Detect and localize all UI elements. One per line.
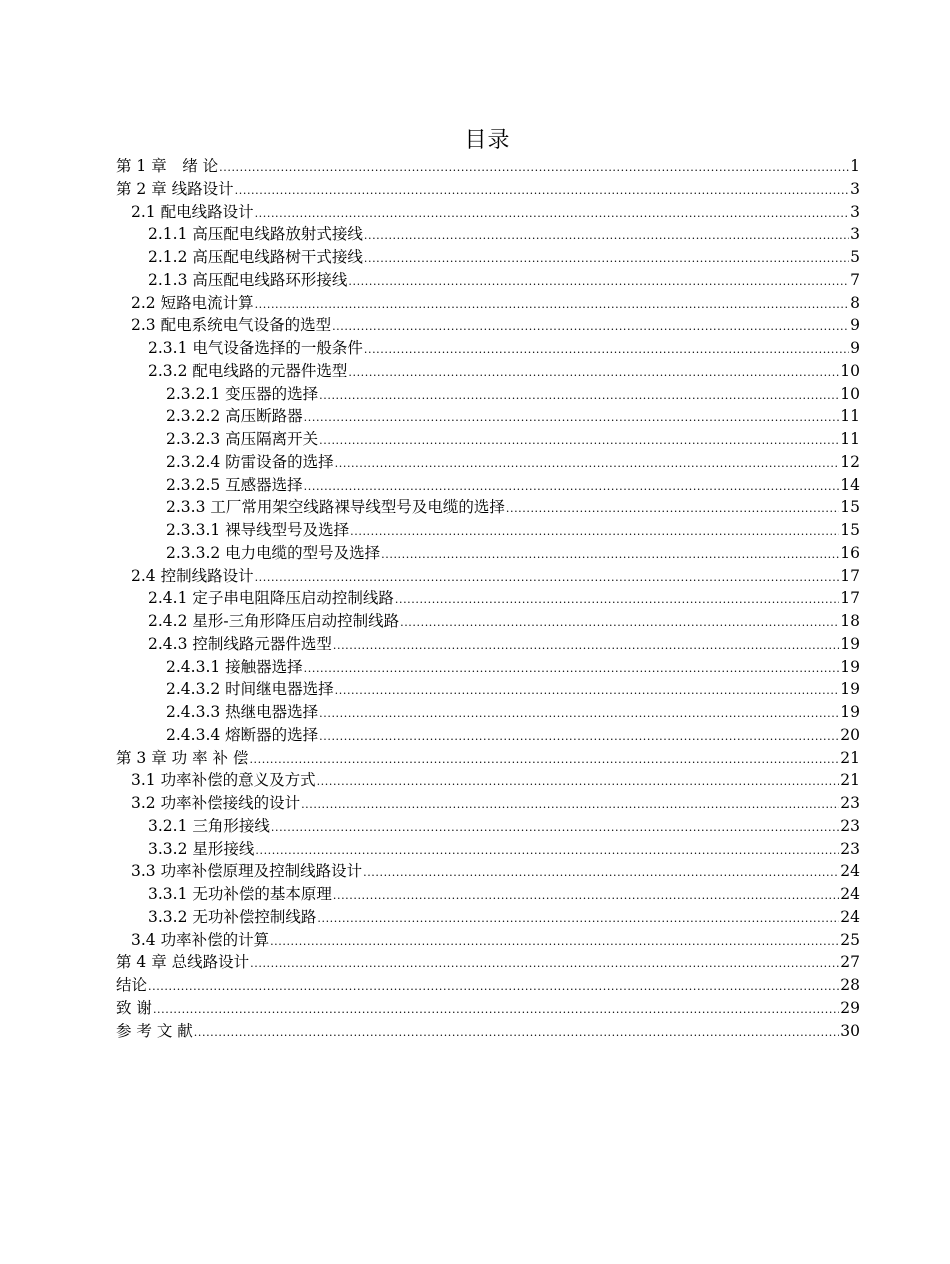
toc-entry-title: 2.3.1 电气设备选择的一般条件 [148, 339, 363, 357]
dot-leader [335, 680, 840, 703]
toc-entry-page-number: 24 [840, 907, 860, 926]
dot-leader [304, 658, 840, 681]
toc-entry[interactable] [116, 542, 860, 565]
toc-entry[interactable] [116, 178, 860, 201]
toc-entry-title: 2.4.3 控制线路元器件选型 [148, 634, 332, 653]
toc-entry-page-number: 19 [840, 657, 860, 676]
toc-entry-title: 3.2 功率补偿接线的设计 [131, 794, 301, 812]
toc-entry-page-number: 19 [840, 680, 860, 699]
toc-entry-title: 3.2.1 三角形接线 [148, 816, 270, 835]
toc-entry-page-number: 5 [850, 248, 860, 266]
dot-leader [255, 840, 839, 863]
toc-entry-page-number: 23 [840, 816, 860, 835]
toc-entry-page-number: 3 [850, 202, 860, 221]
dot-leader [271, 817, 839, 840]
toc-entry-page-number: 21 [840, 771, 860, 790]
dot-leader [270, 931, 839, 954]
toc-entry[interactable] [116, 906, 860, 929]
toc-entry-title: 2.1.3 高压配电线路环形接线 [148, 270, 348, 289]
toc-entry-page-number: 27 [840, 953, 860, 972]
toc-entry-title: 2.4.3.3 热继电器选择 [166, 703, 319, 721]
toc-entry-title: 2.3.2 配电线路的元器件选型 [148, 361, 348, 380]
dot-leader [249, 749, 839, 772]
toc-entry[interactable] [116, 997, 860, 1020]
toc-entry-page-number: 21 [840, 748, 860, 767]
toc-entry[interactable] [116, 587, 860, 610]
toc-entry-title: 结论 [116, 976, 148, 994]
toc-entry[interactable] [116, 838, 860, 861]
toc-entry-title: 3.3.2 无功补偿控制线路 [148, 907, 317, 926]
toc-entry[interactable] [116, 428, 860, 451]
toc-entry-page-number: 3 [850, 179, 860, 198]
toc-entry-title: 2.4.3.2 时间继电器选择 [166, 680, 334, 699]
toc-entry[interactable] [116, 246, 860, 269]
toc-entry[interactable] [116, 792, 860, 815]
dot-leader [219, 157, 849, 180]
toc-entry[interactable] [116, 405, 860, 428]
toc-entry-page-number: 15 [840, 498, 860, 517]
dot-leader [255, 294, 850, 317]
toc-entry[interactable] [116, 496, 860, 519]
toc-entry-title: 2.4 控制线路设计 [131, 566, 254, 585]
toc-entry[interactable] [116, 292, 860, 315]
toc-entry-page-number: 10 [840, 361, 860, 380]
toc-entry[interactable] [116, 951, 860, 974]
toc-entry-page-number: 8 [850, 293, 860, 312]
toc-entry-page-number: 17 [840, 566, 860, 585]
toc-entry-title: 3.1 功率补偿的意义及方式 [131, 771, 316, 790]
toc-entry-title: 2.4.2 星形-三角形降压启动控制线路 [148, 612, 400, 630]
toc-entry-title: 2.3.2.4 防雷设备的选择 [166, 452, 334, 471]
toc-entry[interactable] [116, 860, 860, 883]
dot-leader [363, 862, 839, 885]
dot-leader [194, 1022, 839, 1045]
dot-leader [319, 385, 839, 408]
toc-entry-page-number: 17 [840, 589, 860, 608]
toc-entry-title: 3.4 功率补偿的计算 [131, 930, 270, 949]
toc-entry-title: 2.1.2 高压配电线路树干式接线 [148, 248, 363, 266]
toc-entry-page-number: 18 [840, 612, 860, 630]
dot-leader [255, 203, 850, 226]
dot-leader [317, 771, 840, 794]
toc-entry-title: 3.3.1 无功补偿的基本原理 [148, 885, 332, 903]
dot-leader [364, 248, 849, 271]
dot-leader [333, 885, 839, 908]
toc-entry-title: 第 3 章 功 率 补 偿 [116, 748, 249, 767]
toc-entry[interactable] [116, 929, 860, 952]
toc-entry[interactable] [116, 201, 860, 224]
dot-leader [153, 999, 839, 1022]
toc-entry-page-number: 24 [840, 862, 860, 881]
toc-title: 目录 [464, 128, 511, 153]
toc-entry-title: 2.3.3.1 裸导线型号及选择 [166, 521, 350, 539]
toc-entry-title: 第 2 章 线路设计 [116, 179, 234, 198]
toc-entry-page-number: 23 [840, 794, 860, 812]
toc-entry-title: 2.3.2.1 变压器的选择 [166, 384, 319, 403]
toc-entry-title: 2.3.2.5 互感器选择 [166, 475, 303, 494]
toc-entry-page-number: 11 [840, 430, 860, 448]
toc-entry[interactable] [116, 701, 860, 724]
toc-entry[interactable] [116, 656, 860, 679]
toc-entry[interactable] [116, 883, 860, 906]
toc-entry-page-number: 28 [840, 976, 860, 994]
toc-entry-title: 致 谢 [116, 998, 152, 1017]
toc-entry-page-number: 25 [840, 930, 860, 949]
dot-leader [335, 453, 840, 476]
toc-entry-title: 2.4.3.4 熔断器的选择 [166, 725, 319, 744]
toc-entry-page-number: 29 [840, 998, 860, 1017]
toc-entry[interactable] [116, 747, 860, 770]
toc-entry-page-number: 9 [850, 316, 860, 335]
toc-entry[interactable] [116, 451, 860, 474]
toc-entry-title: 参 考 文 献 [116, 1021, 193, 1040]
toc-entry-title: 2.2 短路电流计算 [131, 293, 254, 312]
toc-entry-title: 第 4 章 总线路设计 [116, 953, 250, 972]
dot-leader [250, 953, 839, 976]
toc-entry-page-number: 12 [840, 452, 860, 471]
toc-entry-title: 2.4.1 定子串电阻降压启动控制线路 [148, 589, 394, 608]
toc-entry-title: 3.3 功率补偿原理及控制线路设计 [131, 862, 363, 881]
toc-entry-page-number: 16 [840, 543, 860, 562]
toc-entry[interactable] [116, 769, 860, 792]
toc-entry-title: 2.1.1 高压配电线路放射式接线 [148, 225, 363, 244]
toc-entry[interactable] [116, 974, 860, 997]
toc-entry[interactable] [116, 474, 860, 497]
toc-entry-title: 2.3 配电系统电气设备的选型 [131, 316, 332, 335]
toc-entry[interactable] [116, 724, 860, 747]
toc-entry-page-number: 30 [840, 1021, 860, 1040]
dot-leader [364, 225, 849, 248]
toc-entry-title: 2.1 配电线路设计 [131, 202, 254, 221]
dot-leader [317, 908, 839, 931]
toc-entry-title: 第 1 章 绪 论 [116, 157, 219, 175]
toc-entry[interactable] [116, 314, 860, 337]
toc-entry-page-number: 9 [850, 339, 860, 357]
toc-entry-page-number: 1 [850, 157, 860, 175]
dot-leader [332, 316, 849, 339]
dot-leader [304, 476, 840, 499]
dot-leader [506, 498, 839, 521]
toc-entry[interactable] [116, 1020, 860, 1043]
toc-entry-page-number: 19 [840, 634, 860, 653]
toc-entry[interactable] [116, 360, 860, 383]
dot-leader [235, 180, 849, 203]
toc-entry-title: 3.3.2 星形接线 [148, 839, 255, 858]
toc-entry[interactable] [116, 269, 860, 292]
toc-entry-title: 2.3.3.2 电力电缆的型号及选择 [166, 543, 381, 562]
dot-leader [381, 544, 839, 567]
dot-leader [301, 794, 839, 817]
dot-leader [348, 271, 849, 294]
dot-leader [319, 430, 839, 453]
toc-entry[interactable] [116, 610, 860, 633]
dot-leader [319, 703, 839, 726]
toc-entry-title: 2.3.2.3 高压隔离开关 [166, 430, 319, 448]
dot-leader [319, 726, 839, 749]
toc-entry-page-number: 7 [850, 270, 860, 289]
toc-entry[interactable] [116, 519, 860, 542]
toc-entry-title: 2.4.3.1 接触器选择 [166, 657, 303, 676]
dot-leader [255, 567, 840, 590]
toc-entry-page-number: 23 [840, 839, 860, 858]
dot-leader [148, 976, 839, 999]
dot-leader [400, 612, 839, 635]
toc-entry[interactable] [116, 815, 860, 838]
toc-entry-page-number: 24 [840, 885, 860, 903]
table-of-contents [116, 155, 860, 1042]
toc-entry-page-number: 15 [840, 521, 860, 539]
toc-entry-page-number: 20 [840, 725, 860, 744]
dot-leader [364, 339, 849, 362]
dot-leader [350, 521, 839, 544]
toc-entry[interactable] [116, 678, 860, 701]
toc-entry-page-number: 19 [840, 703, 860, 721]
toc-entry-page-number: 3 [850, 225, 860, 244]
dot-leader [395, 589, 839, 612]
toc-entry[interactable] [116, 383, 860, 406]
toc-entry-page-number: 11 [840, 407, 860, 426]
dot-leader [304, 407, 840, 430]
dot-leader [333, 635, 839, 658]
toc-entry[interactable] [116, 565, 860, 588]
dot-leader [348, 362, 839, 385]
toc-entry-title: 2.3.2.2 高压断路器 [166, 407, 303, 426]
toc-entry-page-number: 14 [840, 475, 860, 494]
toc-entry[interactable] [116, 633, 860, 656]
toc-entry-page-number: 10 [840, 384, 860, 403]
toc-entry[interactable] [116, 223, 860, 246]
toc-entry-title: 2.3.3 工厂常用架空线路裸导线型号及电缆的选择 [166, 498, 505, 517]
toc-entry[interactable] [116, 155, 860, 178]
toc-entry[interactable] [116, 337, 860, 360]
